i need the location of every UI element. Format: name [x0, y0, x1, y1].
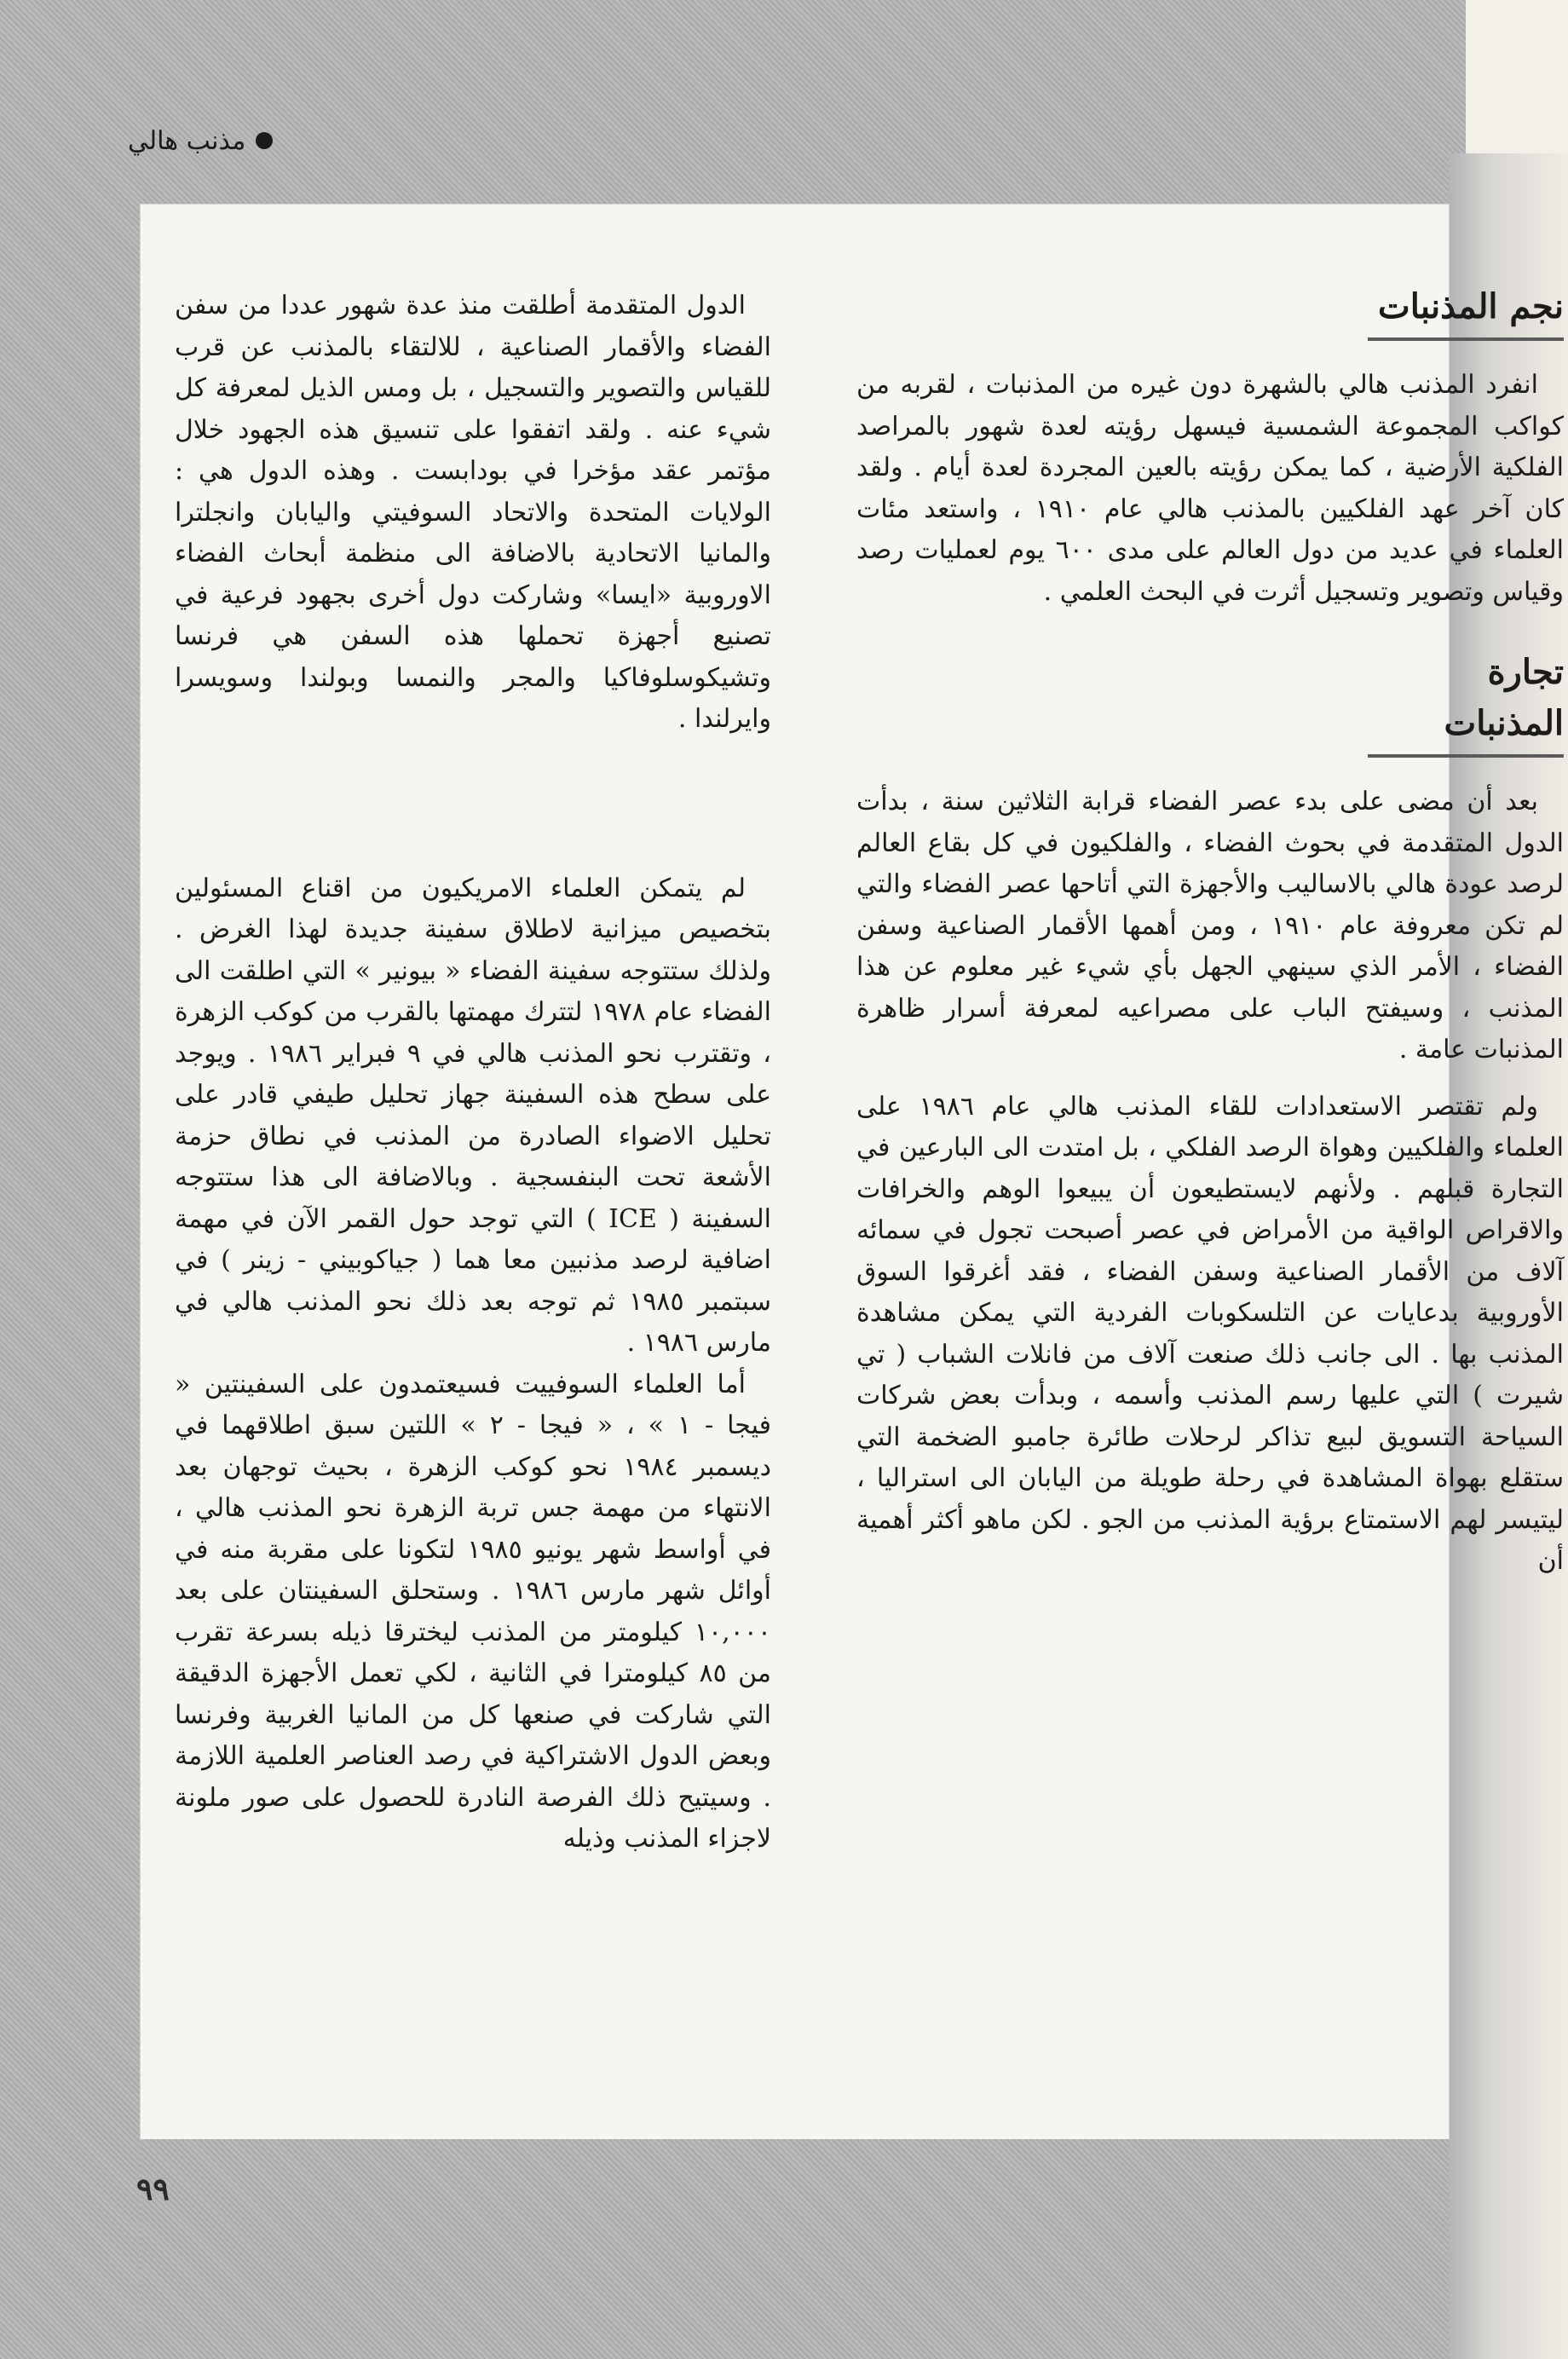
page-number: ٩٩ [136, 2172, 170, 2207]
left-column [175, 286, 771, 1860]
paragraph: انفرد المذنب هالي بالشهرة دون غيره من المذنبات ، لقربه من كواكب المجموعة الشمسية فيسهل رؤيته لعدة شهور بالمراصد الفلكية الأرضية ، كما يمكن رؤيته بالعين المجردة لعدة أيام . ولقد كان آخر عهد الفلكيين بالمذنب هالي عام ١٩١٠ ، واستعد مئات العلماء في عديد من دول العالم على مدى ٦٠٠ يوم لعمليات رصد وقياس وتصوير وتسجيل أثرت في البحث العلمي . [856, 370, 1565, 607]
bullet-dot-icon [256, 132, 273, 149]
paragraph: أما العلماء السوفييت فسيعتمدون على السفينتين « فيجا - ١ » ، « فيجا - ٢ » اللتين سبق اطلاقهما في ديسمبر ١٩٨٤ نحو كوكب الزهرة ، بحيث توجهان بعد الانتهاء من مهمة جس تربة الزهرة نحو المذنب هالي ، في أواسط شهر يونيو ١٩٨٥ لتكونا على مقربة منه في أوائل شهر مارس ١٩٨٦ . وستحلق السفينتان على بعد ١٠,٠٠٠ كيلومتر من المذنب ليخترقا ذيله بسرعة تقرب من ٨٥ كيلومترا في الثانية ، لكي تعمل الأجهزة الدقيقة التي شاركت في صنعها كل من المانيا الغربية وفرنسا وبعض الدول الاشتراكية في رصد العناصر العلمية اللازمة . وسيتيح ذلك الفرصة النادرة للحصول على صور ملونة لاجزاء المذنب وذيله [175, 1369, 771, 1854]
paragraph: بعد أن مضى على بدء عصر الفضاء قرابة الثلاثين سنة ، بدأت الدول المتقدمة في بحوث الفضاء ، والفلكيون في كل بقاع العالم لرصد عودة هالي بالاساليب والأجهزة التي أتاحها عصر الفضاء والتي لم تكن معروفة عام ١٩١٠ ، ومن أهمها الأقمار الصناعية وسفن الفضاء ، الأمر الذي سينهي الجهل بأي شيء غير معلوم عن هذا المذنب ، وسيفتح الباب على مصراعيه لمعرفة أسرار ظاهرة المذنبات عامة . [856, 787, 1564, 1064]
paragraph: لم يتمكن العلماء الامريكيون من اقناع المسئولين بتخصيص ميزانية لاطلاق سفينة جديدة لهذا الغرض . ولذلك ستتوجه سفينة الفضاء « بيونير » التي اطلقت الى الفضاء عام ١٩٧٨ لتترك مهمتها بالقرب من كوكب الزهرة ، وتقترب نحو المذنب هالي في ٩ فبراير ١٩٨٦ . ويوجد على سطح هذه السفينة جهاز تحليل طيفي قادر على تحليل الاضواء الصادرة من المذنب في نطاق حزمة الأشعة تحت البنفسجية . وبالاضافة الى هذا ستتوجه السفينة ( ICE ) التي توجد حول القمر الآن في مهمة اضافية لرصد مذنبين معا هما ( جياكوبيني - زينر ) في سبتمبر ١٩٨٥ ثم توجه بعد ذلك نحو المذنب هالي في مارس ١٩٨٦ . [175, 873, 771, 1358]
section-heading-comet-trade: تجارة المذنبات [1368, 647, 1564, 758]
bottom-edge [141, 2139, 1449, 2359]
right-column [822, 205, 1564, 2139]
section-heading-comet-star: نجم المذنبات [1368, 281, 1564, 341]
paragraph: ولم تقتصر الاستعدادات للقاء المذنب هالي عام ١٩٨٦ على العلماء والفلكيين وهواة الرصد الفلكي ، بل امتدت الى البارعين في التجارة قبلهم . ولأنهم لايستطيعون أن يبيعوا الوهم والخرافات والاقراص الواقية من الأمراض في عصر أصبحت تجول في سمائه آلاف من الأقمار الصناعية وسفن الفضاء ، فقد أغرقوا السوق الأوروبية بدعايات عن التلسكوبات الفردية التي يمكن مشاهدة المذنب بها . الى جانب ذلك صنعت آلاف من فانلات الشباب ( تي شيرت ) التي عليها رسم المذنب وأسمه ، وبدأت بعض شركات السياحة التسويق لبيع تذاكر لرحلات طائرة جامبو الضخمة التي ستقلع بهواة المشاهدة في رحلة طويلة من اليابان الى استراليا ، ليتيسر لهم الاستمتاع برؤية المذنب من الجو . لكن ماهو أكثر أهمية أن [856, 1091, 1564, 1576]
article-page [141, 205, 1565, 2139]
paragraph: الدول المتقدمة أطلقت منذ عدة شهور عددا من سفن الفضاء والأقمار الصناعية ، للالتقاء بالمذنب عن قرب للقياس والتصوير والتسجيل ، بل ومس الذيل لمعرفة كل شيء عنه . ولقد اتفقوا على تنسيق هذه الجهود خلال مؤتمر عقد مؤخرا في بودابست . وهذه الدول هي : الولايات المتحدة والاتحاد السوفيتي واليابان وانجلترا والمانيا الاتحادية بالاضافة الى منظمة أبحاث الفضاء الاوروبية «ايسا» وشاركت دول أخرى بجهود فرعية في تصنيع أجهزة تحملها هذه السفن هي فرنسا وتشيكوسلوفاكيا والمجر والنمسا وبولندا وسويسرا وايرلندا . [175, 291, 771, 734]
running-header [128, 119, 332, 162]
running-title: مذنب هالي [128, 125, 246, 156]
